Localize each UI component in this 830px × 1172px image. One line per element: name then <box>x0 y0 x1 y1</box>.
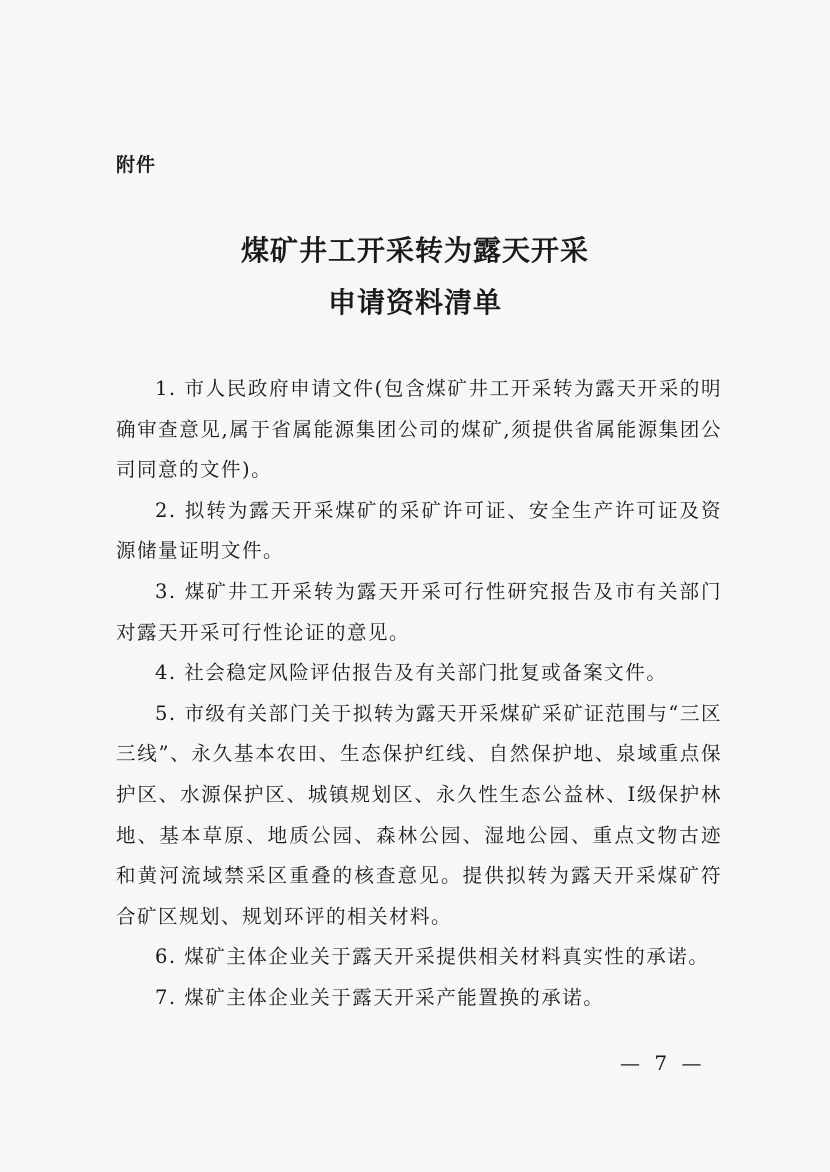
attachment-label: 附件 <box>116 154 157 176</box>
list-item-7: 7. 煤矿主体企业关于露天开采产能置换的承诺。 <box>155 985 605 1009</box>
list-item-5: 5. 市级有关部门关于拟转为露天开采煤矿采矿证范围与“三区三线”、永久基本农田、生态保护红线、自然保护地、泉域重点保护区、水源保护区、城镇规划区、永久性生态公益林、Ⅰ级保护林地、基本草原、地质公园、森林公园、湿地公园、重点文物古迹和黄河流域禁采区重叠的核查意见。提供拟转为露天开采煤矿符合矿区规划、规划环评的相关材料。 <box>116 701 722 928</box>
list-item-6: 6. 煤矿主体企业关于露天开采提供相关材料真实性的承诺。 <box>155 945 710 969</box>
page-number: — 7 — <box>620 1051 706 1075</box>
list-item-2: 2. 拟转为露天开采煤矿的采矿许可证、安全生产许可证及资源储量证明文件。 <box>116 498 722 563</box>
list-item-1: 1. 市人民政府申请文件(包含煤矿井工开采转为露天开采的明确审查意见,属于省属能源集团公司的煤矿,须提供省属能源集团公司同意的文件)。 <box>116 377 722 482</box>
document-title-line-1: 煤矿井工开采转为露天开采 <box>240 234 589 267</box>
list-item-4: 4. 社会稳定风险评估报告及有关部门批复或备案文件。 <box>155 661 668 685</box>
document-title-line-2: 申请资料清单 <box>327 286 502 319</box>
list-item-3: 3. 煤矿井工开采转为露天开采可行性研究报告及市有关部门对露天开采可行性论证的意见。 <box>116 579 722 644</box>
document-body <box>116 369 722 1019</box>
